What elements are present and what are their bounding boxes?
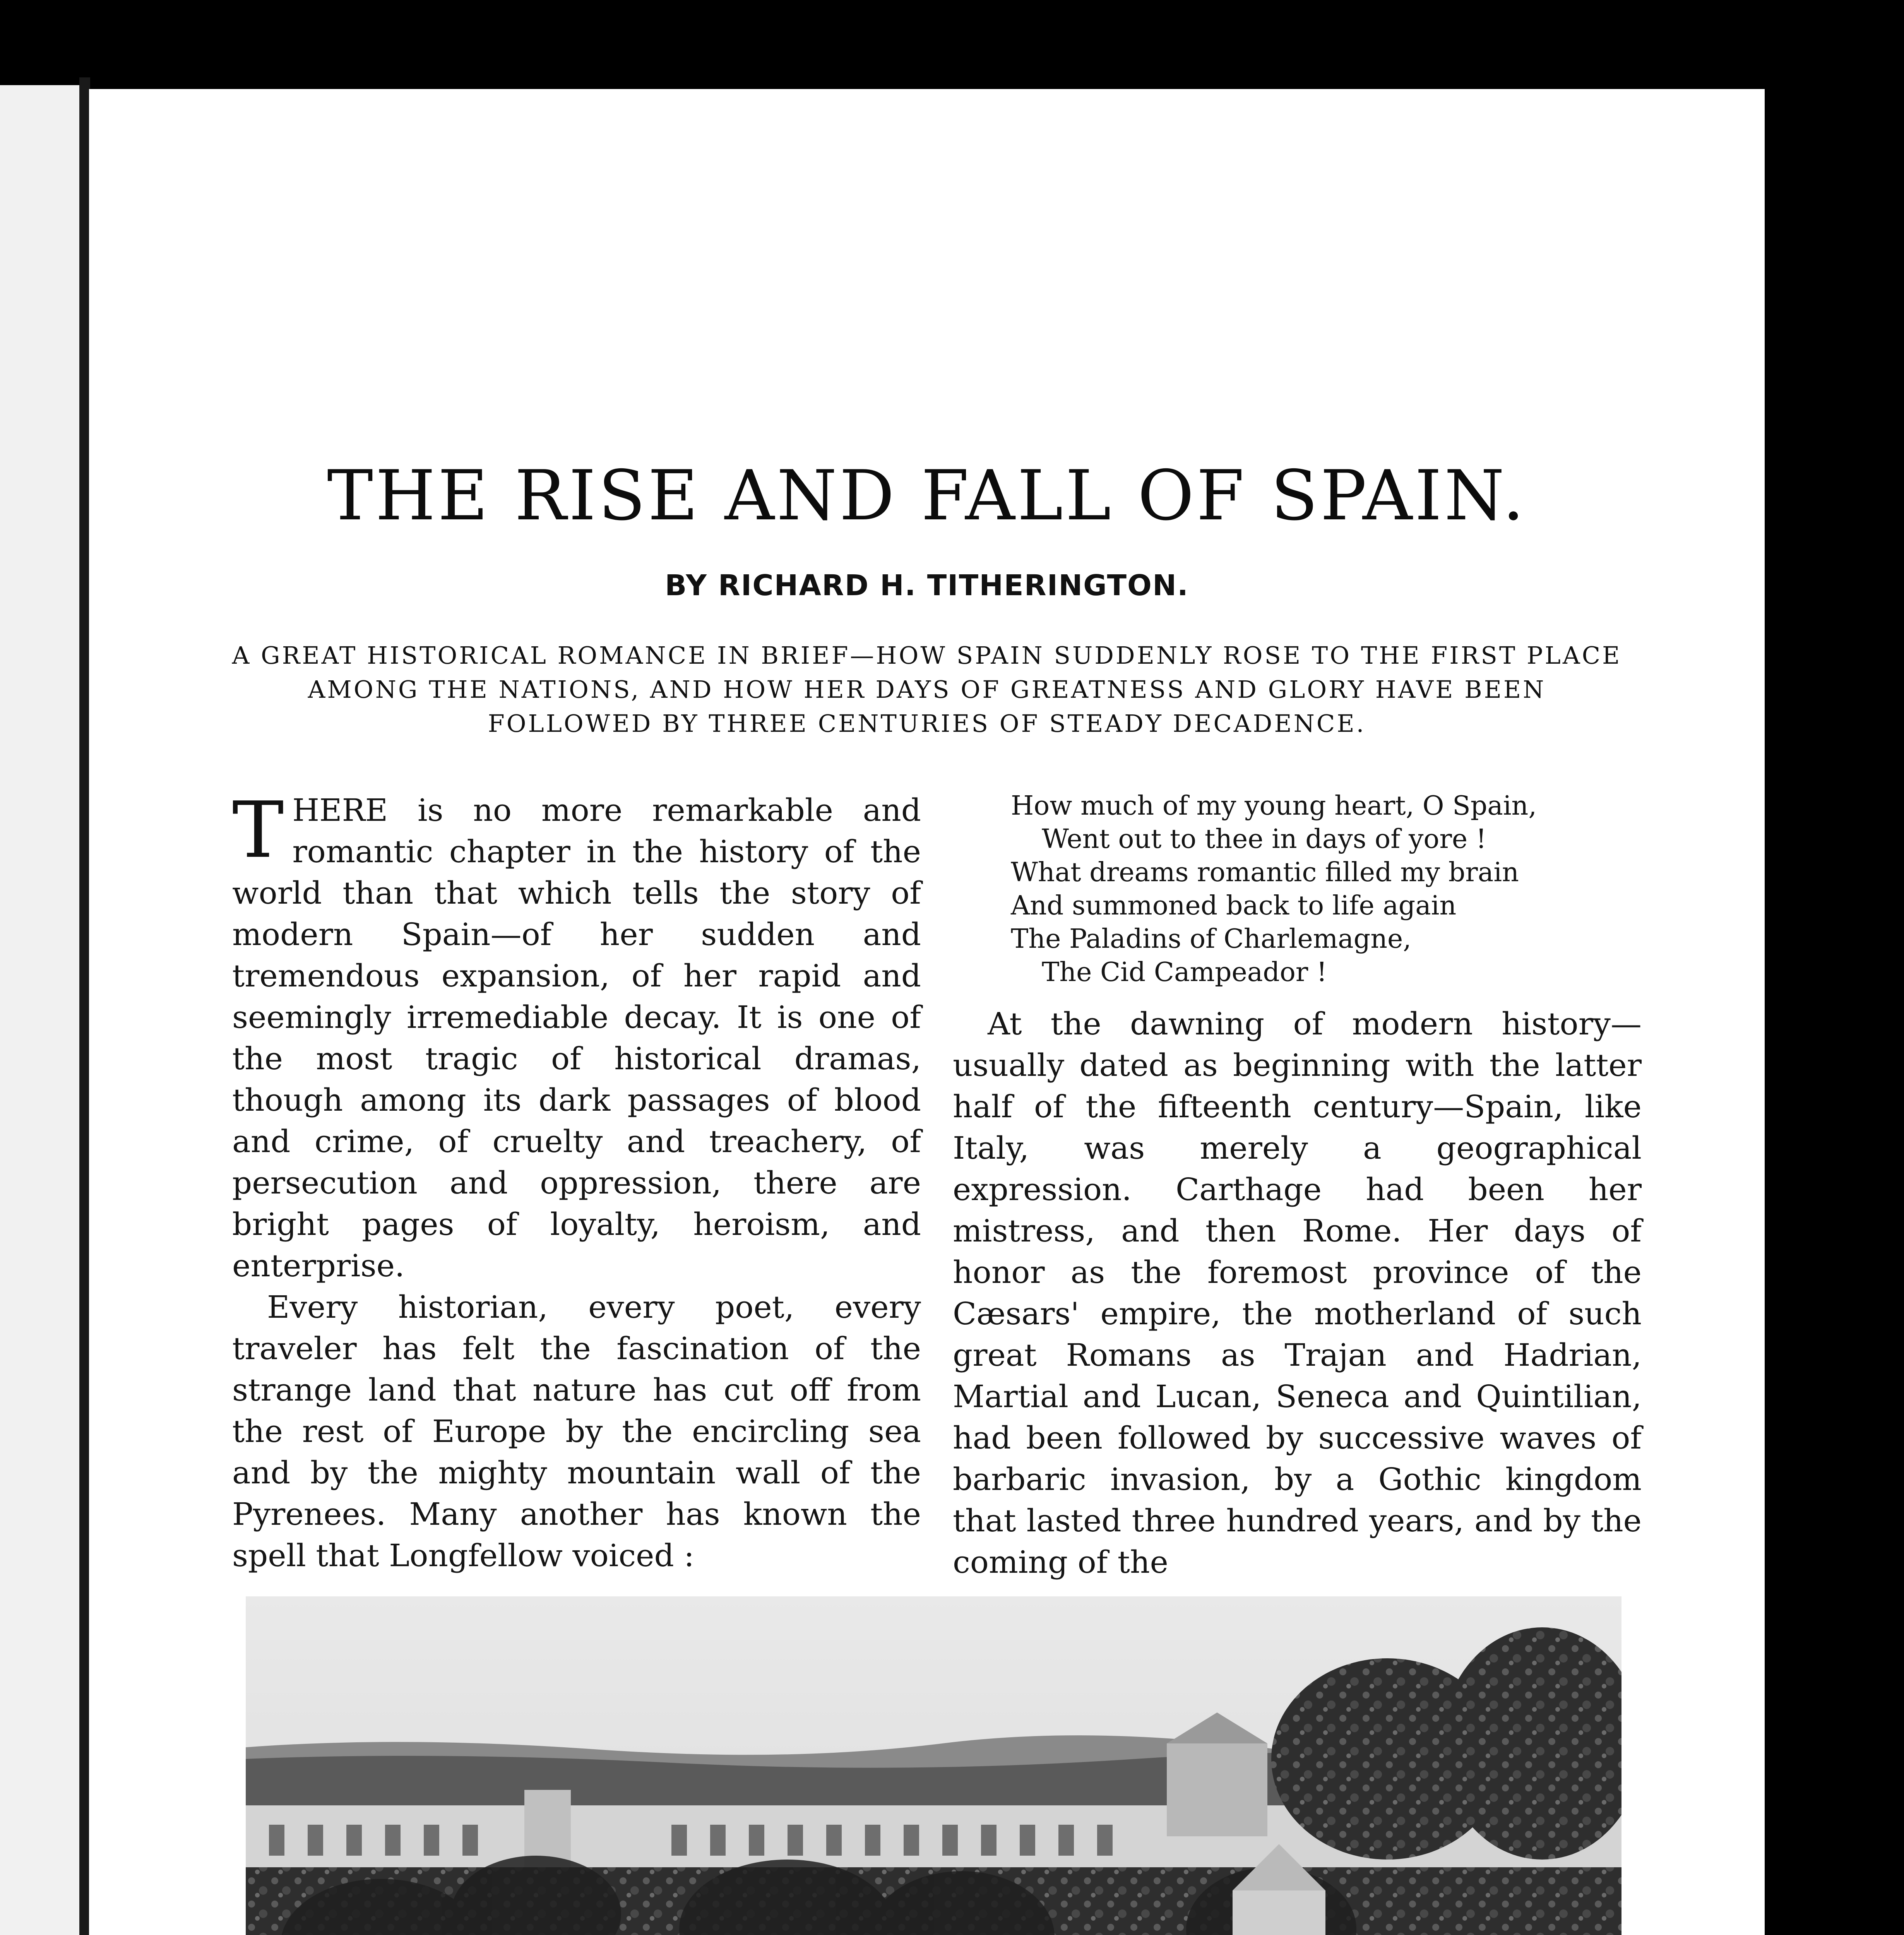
alcazar-gardens-photo bbox=[246, 1596, 1621, 1935]
article-byline: BY RICHARD H. TITHERINGTON. bbox=[665, 569, 1189, 602]
article-subhead: A GREAT HISTORICAL ROMANCE IN BRIEF—HOW SPAIN SUDDENLY ROSE TO THE FIRST PLACE AMONG THE NATIONS, AND HOW HER DAYS OF GREATNESS AND GLORY HAVE BEEN FOLLOWED BY THREE CENTURIES OF STEADY DECADENCE. bbox=[232, 641, 1622, 738]
poem-line: The Cid Campeador ! bbox=[1042, 957, 1327, 988]
photo-illustration bbox=[246, 1596, 1621, 1935]
poem-quote bbox=[1011, 789, 1642, 989]
poem-line: And summoned back to life again bbox=[1011, 890, 1457, 921]
paragraph: At the dawning of modern history—usually dated as beginning with the latter half of the fifteenth century—Spain, like Italy, was merely a geographical expression. Carthage had been her mistress, and then Rome. Her days of honor as the foremost province of the Cæsars' empire, the motherland of such great Romans as Trajan and Hadrian, Martial and Lucan, Seneca and Quintilian, had been followed by successive waves of barbaric invasion, by a Gothic kingdom that lasted three hundred years, and by the coming of the bbox=[953, 1006, 1642, 1580]
paragraph-opening bbox=[232, 785, 921, 1286]
article-title: THE RISE AND FALL OF SPAIN. bbox=[327, 455, 1527, 536]
poem-line: How much of my young heart, O Spain, bbox=[1011, 791, 1537, 821]
magazine-page bbox=[89, 89, 1765, 1935]
poem-line: The Paladins of Charlemagne, bbox=[1011, 924, 1411, 954]
adjacent-page-edge bbox=[0, 85, 79, 1935]
text-column-left bbox=[232, 785, 921, 1576]
text-column-right bbox=[953, 789, 1642, 1583]
page-gutter bbox=[79, 77, 90, 1935]
drop-cap: T bbox=[232, 785, 284, 875]
paragraph: Every historian, every poet, every traveler has felt the fascination of the strange land that nature has cut off from the rest of Europe by the encircling sea and by the mighty mountain wall of the Pyrenees. Many another has known the spell that Longfellow voiced : bbox=[232, 1289, 921, 1574]
poem-line: What dreams romantic filled my brain bbox=[1011, 857, 1519, 888]
poem-line: Went out to thee in days of yore ! bbox=[1042, 824, 1487, 854]
paragraph-text: HERE is no more remarkable and romantic chapter in the history of the world than that which tells the story of modern Spain—of her sudden and tremendous expansion, of her rapid and seemingly irremediable decay. It is one of the most tragic of historical dramas, though among its dark passages of blood and crime, of cruelty and treachery, of persecution and oppression, there are bright pages of loyalty, heroism, and enterprise. bbox=[232, 792, 921, 1284]
